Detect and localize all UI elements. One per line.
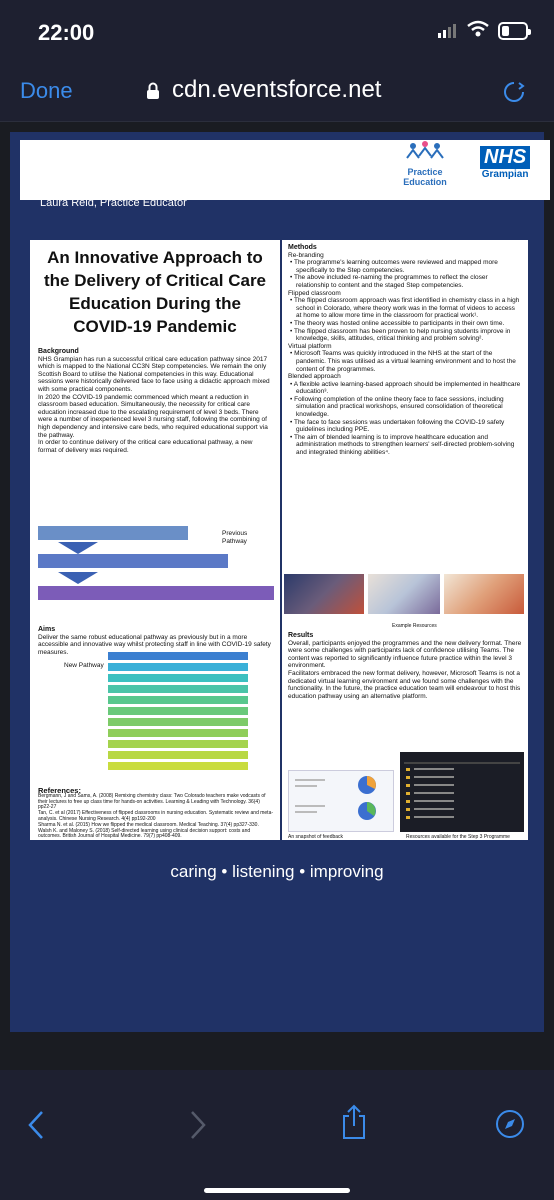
- flipped-bullet: • The theory was hosted online accessible to participants in their own time.: [290, 319, 505, 327]
- file-list-icon: [400, 752, 524, 832]
- background-heading: Background: [38, 348, 79, 355]
- flipped-heading: Flipped classroom: [288, 289, 341, 297]
- flipped-bullet-text: The theory was hosted online accessible to participants in their own time.: [293, 319, 505, 327]
- methods-section: [282, 240, 528, 457]
- results-section: [288, 632, 524, 700]
- previous-pathway-label: Previous Pathway: [222, 530, 248, 545]
- nhs-region: Grampian: [481, 169, 529, 180]
- reload-icon[interactable]: [502, 80, 526, 104]
- tagline: caring • listening • improving: [170, 862, 384, 881]
- results-paragraph-1: Overall, participants enjoyed the programmes and the new delivery format. There were some challenges with participants lack of confidence utilising Teams. The content was reported to significantly influence future practice within the level 3 environment.: [288, 639, 522, 670]
- methods-heading: Methods: [288, 244, 317, 251]
- virtual-bullet-text: Microsoft Teams was quickly introduced in the NHS at the start of the pandemic. This was utilised as a virtual learning environment and to host the content of the programmes.: [294, 350, 516, 373]
- poster-viewer[interactable]: [0, 122, 554, 1070]
- blended-bullet: • A flexible active learning-based approach should be implemented in healthcare education³.: [290, 380, 521, 396]
- author-1: Iain Parkin, Practice Educator: [40, 183, 185, 195]
- status-bar: [0, 0, 554, 64]
- reference-2: Tan, C. et al (2017) Effectiveness of flipped classrooms in nursing education. Systematic review and meta-analysis. Chinese Nursing Research. 4(4) pp192-200: [38, 810, 274, 822]
- resource-image-1: [284, 574, 364, 614]
- references-section: [38, 788, 274, 840]
- authors: [40, 182, 187, 210]
- virtual-bullet: • Microsoft Teams was quickly introduced in the NHS at the start of the pandemic. This was utilised as a virtual learning environment and to host the content of the programmes.: [290, 350, 516, 373]
- reference-4: Walsh K. and Maloney S. (2018) Self-directed learning using clinical decision support: costs and outcomes. British Journal of Hospital Medicine. 79(7) pp408-409.: [38, 827, 251, 840]
- blended-bullet: • Following completion of the online theory face to face sessions, including simulation and practical workshops, ensured consolidation of theoretical knowledge.: [290, 395, 504, 419]
- rebranding-bullet-text: The above included re-naming the programmes to reflect the closer relationship to content and the staged Step competencies.: [293, 274, 488, 289]
- blended-bullet-text: A flexible active learning-based approach should be implemented in healthcare education³.: [293, 380, 521, 396]
- new-pathway-label: New Pathway: [64, 662, 104, 669]
- previous-pathway-diagram: [38, 518, 274, 614]
- author-2: Laura Reid, Practice Educator: [40, 197, 187, 209]
- pie-charts-icon: [289, 771, 393, 831]
- flipped-bullet-text: The flipped classroom has been proven to help nursing students improve in knowledge, skills, attitudes, critical thinking and problem solving².: [293, 327, 511, 343]
- nhs-badge: NHS: [480, 146, 530, 169]
- blended-bullet-text: Following completion of the online theory face to face sessions, including simulation and practical workshops, ensured consolidation of theoretical knowledge.: [294, 395, 504, 419]
- wifi-icon: [466, 20, 490, 38]
- feedback-snapshot-image: [288, 770, 394, 832]
- browser-bottom-bar: [0, 1070, 554, 1200]
- blended-bullet-text: The aim of blended learning is to improve healthcare education and administration methods to strengthen learners' self-directed problem-solving and integrated thinking abilities⁴.: [293, 433, 515, 457]
- virtual-heading: Virtual platform: [288, 342, 332, 350]
- home-indicator: [204, 1188, 350, 1193]
- feedback-caption: An snapshot of feedback: [288, 834, 344, 840]
- background-paragraph-2: In 2020 the COVID-19 pandemic commenced which meant a reduction in classroom based education. Simultaneously, the necessity for critical care education increased due to the escalating requirement of level 3 beds. There were a number of inexperienced level 3 nursing staff, following the combining of high dependency and intensive care beds, who required educational support via the pathway.: [38, 393, 268, 439]
- logo-text-practice: Practice: [407, 167, 443, 177]
- logo-text-education: Education: [403, 177, 447, 187]
- people-icon: [403, 140, 447, 162]
- flipped-bullet: • The flipped classroom approach was first identified in chemistry class in a high school in Colorado, where theory work was in the format of videos to access at home to allow more time in the classroom for practical work¹.: [290, 297, 520, 320]
- nhs-logo: [480, 146, 530, 180]
- references-heading: References:: [38, 786, 81, 795]
- step3-caption: Resources available for the Step 3 Programme: [406, 834, 510, 840]
- example-resources-images: [284, 574, 526, 620]
- results-heading: Results: [288, 632, 314, 639]
- example-resources-caption: Example Resources: [392, 623, 437, 629]
- results-paragraph-2: Facilitators embraced the new format delivery, however, Microsoft Teams is not a dedicated virtual learning environment and we found some challenges with the functionality. In the future, the practice education team will endeavour to host this education pathway using an alternative platform.: [288, 669, 521, 700]
- reference-3: Sharma N. et al. (2015) How we flipped the medical classroom. Medical Teaching. 37(4) pp327-330.: [38, 821, 259, 828]
- arrow-down-icon: [58, 572, 98, 584]
- step3-resources-image: [400, 752, 524, 832]
- background-paragraph-3: In order to continue delivery of the critical care educational pathway, a new format of delivery was required.: [38, 439, 253, 454]
- blended-bullet: • The face to face sessions was undertaken following the COVID-19 safety guidelines including PPE.: [290, 418, 505, 434]
- reference-1: Bergmann, J and Sams, A. (2008) Remixing chemistry class: Two Colorado teachers make vodcasts of their lectures to free up class time for hands-on activities. Learning & Leading with Technology. 36(4) pp22-27: [38, 792, 266, 811]
- back-icon[interactable]: [26, 1110, 46, 1140]
- url-host[interactable]: cdn.eventsforce.net: [172, 76, 382, 103]
- signal-icon: [438, 24, 460, 38]
- browser-toolbar: [0, 64, 554, 122]
- forward-icon[interactable]: [188, 1110, 208, 1140]
- share-icon[interactable]: [340, 1104, 368, 1140]
- flipped-bullet-text: The flipped classroom approach was first identified in chemistry class in a high school in Colorado, where theory work was in the format of videos to access at home to allow more time in the classroom for practical work¹.: [293, 297, 520, 320]
- practice-education-logo: [390, 140, 460, 187]
- blended-bullet-text: The face to face sessions was undertaken following the COVID-19 safety guidelines including PPE.: [293, 418, 505, 434]
- compass-icon[interactable]: [494, 1108, 526, 1140]
- aims-text: Deliver the same robust educational pathway as previously but in a more accessible and innovative way whilst protecting staff in line with COVID-19 safety measures.: [38, 633, 271, 656]
- battery-icon: [498, 22, 528, 40]
- rebranding-bullet: • The programme's learning outcomes were reviewed and mapped more specifically to the Step competencies.: [290, 259, 498, 274]
- lock-icon: [146, 82, 160, 100]
- done-button[interactable]: Done: [20, 78, 73, 103]
- right-column: [282, 240, 528, 840]
- clock: 22:00: [38, 20, 95, 45]
- flipped-bullet: • The flipped classroom has been proven to help nursing students improve in knowledge, skills, attitudes, critical thinking and problem solving².: [290, 327, 511, 343]
- background-paragraph-1: NHS Grampian has run a successful critical care education pathway since 2017 which is mapped to the National CC3N Step competencies. We remain the only Scottish Board to utilise the National competencies in this way. Educational sessions were historically delivered face to face using a didactic approach mixed with some practical components.: [38, 355, 270, 393]
- resource-image-3: [444, 574, 524, 614]
- arrow-down-icon: [58, 542, 98, 554]
- resource-image-2: [368, 574, 440, 614]
- new-pathway-diagram: [38, 652, 274, 782]
- left-column: [30, 240, 280, 840]
- aims-heading: Aims: [38, 626, 56, 633]
- poster-title: An Innovative Approach to the Delivery of Critical Care Education During the COVID-19 Pandemic: [43, 248, 267, 336]
- blended-bullet: • The aim of blended learning is to improve healthcare education and administration methods to strengthen learners' self-directed problem-solving and integrated thinking abilities⁴.: [290, 433, 515, 457]
- rebranding-bullet: • The above included re-naming the programmes to reflect the closer relationship to content and the staged Step competencies.: [290, 274, 488, 289]
- background-section: [30, 338, 280, 454]
- blended-heading: Blended approach: [288, 373, 341, 381]
- rebranding-bullet-text: The programme's learning outcomes were reviewed and mapped more specifically to the Step competencies.: [293, 259, 498, 274]
- rebranding-heading: Re-branding: [288, 251, 324, 259]
